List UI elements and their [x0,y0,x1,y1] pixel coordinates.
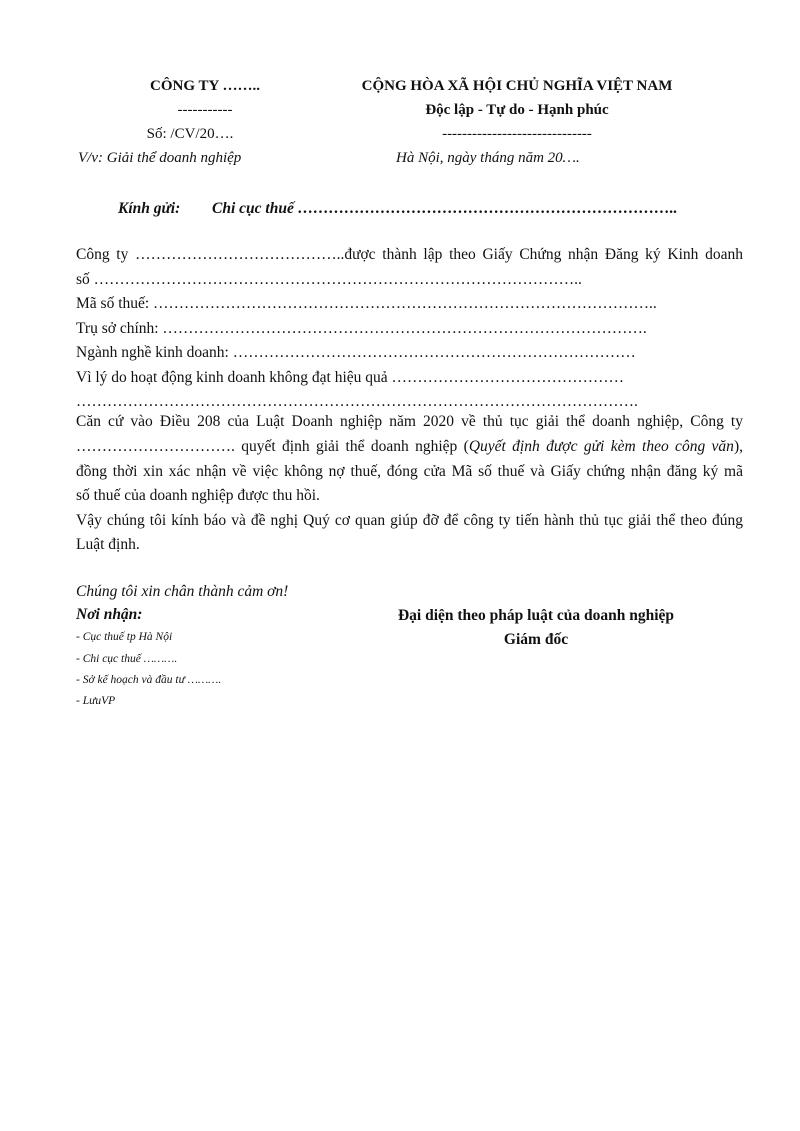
info-business-lines: Ngành nghề kinh doanh: …………………………………………………………………… [76,344,636,361]
decision-line-2-start: …………………………. quyết định giải thể doanh nghiệp ( [76,438,469,455]
recipient-target: Chi cục thuế ……………………………………………………………….. [212,200,678,217]
company-divider: ----------- [177,102,233,118]
decision-line-4: số thuế của doanh nghiệp được thu hồi. [76,487,320,504]
decision-line-3: đồng thời xin xác nhận về việc không nợ thuế, đóng cửa Mã số thuế và Giấy chứng nhận đăng ký mã [76,463,743,480]
document-subject: V/v: Giải thể doanh nghiệp [78,150,242,166]
signer-role: Giám đốc [503,631,569,648]
motto-divider: ------------------------------ [442,126,592,142]
info-tax-code: Mã số thuế: …………………………………………………………………………………….. [76,295,657,312]
decision-line-6: Luật định. [76,536,140,553]
info-reason-continued: ………………………………………………………………………………………………. [76,393,638,410]
thanks-line: Chúng tôi xin chân thành cảm ơn! [76,583,289,600]
recipient-item: - LưuVP [76,695,116,707]
place-date: Hà Nội, ngày tháng năm 20…. [396,150,580,166]
document-number: Số: /CV/20…. [146,126,234,142]
recipient-label: Kính gửi: [118,200,181,217]
decision-line-1: Căn cứ vào Điều 208 của Luật Doanh nghiệp năm 2020 về thủ tục giải thể doanh nghiệp, Công ty [76,413,743,430]
info-headquarters: Trụ sở chính: …………………………………………………………………………………. [76,320,647,337]
decision-line-5: Vậy chúng tôi kính báo và đề nghị Quý cơ quan giúp đỡ để công ty tiến hành thủ tục giải thể theo đúng [76,512,743,529]
info-company-line: Công ty …………………………………..được thành lập theo Giấy Chứng nhận Đăng ký Kinh doanh [76,246,743,263]
national-motto: Độc lập - Tự do - Hạnh phúc [425,102,609,118]
company-name: CÔNG TY …….. [149,78,261,94]
signer-title: Đại diện theo pháp luật của doanh nghiệp [397,607,675,624]
recipient-item: - Chi cục thuế ………. [76,653,178,665]
nation-title: CỘNG HÒA XÃ HỘI CHỦ NGHĨA VIỆT NAM [361,78,673,94]
decision-line-2-italic: Quyết định được gửi kèm theo công văn [468,438,734,455]
info-registration-number: số ………………………………………………………………………………….. [76,271,582,288]
recipients-label: Nơi nhận: [76,606,143,623]
decision-line-2 [76,438,743,456]
recipient-item: - Cục thuế tp Hà Nội [76,631,173,643]
info-reason: Vì lý do hoạt động kinh doanh không đạt hiệu quả ……………………………………… [76,369,625,386]
decision-line-2-end: ), [733,438,743,455]
recipient-item: - Sở kế hoạch và đầu tư ………. [76,674,222,686]
